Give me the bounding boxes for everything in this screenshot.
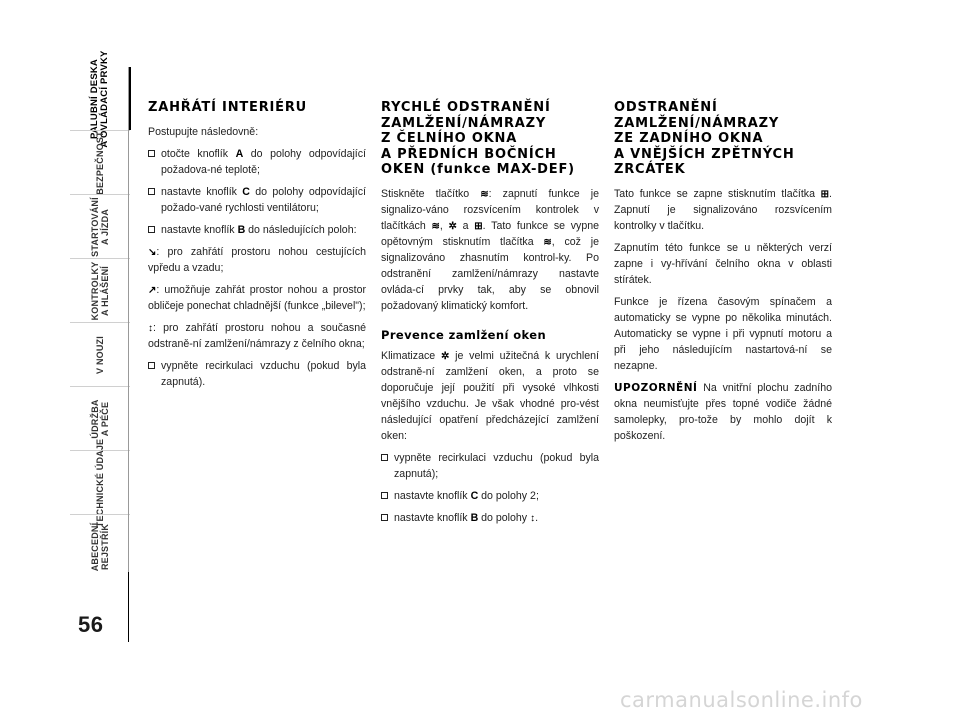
tab-label: TECHNICKÉ ÚDAJE [95, 438, 105, 527]
section-interior-heating [148, 100, 366, 396]
tab-label: STARTOVÁNÍ A JÍZDA [90, 196, 110, 257]
watermark: carmanualsonline.info [620, 688, 863, 712]
intro-text: Postupujte následovně: [148, 125, 259, 138]
position-bilevel-text: ↗: umožňuje zahřát prostor nohou a prostor obličeje ponechat chladnější (funkce „bilevel"); [148, 283, 366, 312]
page-number-rule [128, 572, 129, 642]
section-title: ZAHŘÁTÍ INTERIÉRU [148, 100, 308, 115]
tab-label: PALUBNÍ DESKA A OVLÁDACÍ PRVKY [89, 49, 110, 148]
list-item: vypněte recirkulaci vzduchu (pokud byla zapnutá). [148, 358, 366, 390]
list-item: otočte knoflík A do polohy odpovídající požadova-né teplotě; [148, 146, 366, 178]
tab-rejstrik[interactable] [70, 514, 130, 578]
page-number: 56 [78, 612, 104, 637]
prevention-text: Klimatizace ✲ je velmi užitečná k urychlení odstraně-ní zamlžení oken, a proto se doporučuje její použití při vysoké vlhkosti vnějšího vzduchu. Je však vhodné pro-vést následující opatření předcházející zamlžení oken: [381, 349, 599, 442]
max-def-text: Stiskněte tlačítko ≋: zapnutí funkce je signalizo-váno rozsvícením kontrolek v tlačítkách ≋, ✲ a ⊞. Tato funkce se vypne opětovným stisknutím tlačítka ≋, což je signalizováno zhasnutím kontrol-ky. Po odstranění zamlžení/námrazy nastavte ovláda-cí prvky tak, aby se obnovil požadovaný klimatický komfort. [381, 187, 600, 312]
timer-text: Funkce je řízena časovým spínačem a automaticky se vypne po několika minutách. Automaticky se vypne i při vypnutí motoru a při jeho následujícím nastartová-ní se nezapne. [614, 295, 832, 372]
front-defrost-icon: ≋ [480, 188, 489, 200]
position-feet-text: ↘: pro zahřátí prostoru nohou cestujících vpředu a vzadu; [148, 245, 366, 274]
airflow-feet-face-icon: ↗ [148, 284, 157, 296]
chapter-tabs [70, 49, 130, 578]
tab-startovani[interactable] [70, 194, 130, 258]
rear-defrost-text: Tato funkce se zapne stisknutím tlačítka ⊞. Zapnutí je signalizováno rozsvícením kontrolky v tlačítku. [614, 187, 832, 232]
tab-label: ÚDRŽBA A PÉČE [90, 398, 110, 439]
section-title: ODSTRANĚNÍ ZAMLŽENÍ/NÁMRAZY ZE ZADNÍHO OKNA A VNĚJŠÍCH ZPĚTNÝCH ZRCÁTEK [614, 100, 795, 177]
subsection-title: Prevence zamlžení oken [381, 327, 547, 342]
rear-defrost-icon: ⊞ [820, 188, 830, 200]
tab-palubni-deska[interactable] [70, 49, 130, 148]
tab-label: BEZPEČNOST [95, 130, 105, 195]
list-item: nastavte knoflík C do polohy odpovídající požado-vané rychlosti ventilátoru; [148, 184, 366, 216]
tab-kontrolky[interactable] [70, 258, 130, 322]
tab-technicke-udaje[interactable] [70, 438, 130, 527]
ac-icon: ✲ [448, 220, 457, 232]
front-defrost-icon: ≋ [543, 236, 552, 248]
list-item: nastavte knoflík B do polohy ↕. [381, 510, 599, 526]
airflow-feet-windshield-icon: ↕ [530, 512, 536, 524]
airflow-feet-icon: ↘ [148, 246, 157, 258]
section-max-def [381, 100, 599, 532]
position-feet-windshield-text: ↕: pro zahřátí prostoru nohou a současné odstraně-ní zamlžení/námrazy z čelního okna; [148, 321, 366, 350]
warning-label: UPOZORNĚNÍ [614, 381, 698, 394]
tab-label: ABECEDNÍ REJSTŘÍK [90, 522, 110, 571]
warning-text: UPOZORNĚNÍ Na vnitřní plochu zadního okna neumisťujte přes topné vodiče žádné samolepky, pro-tože by mohlo dojít k poškození. [614, 381, 832, 442]
tab-label: V NOUZI [95, 335, 105, 374]
tab-bezpecnost[interactable] [70, 130, 130, 194]
list-item: nastavte knoflík C do polohy 2; [381, 488, 599, 504]
ac-icon: ✲ [440, 350, 450, 362]
tab-label: KONTROLKY A HLÁŠENÍ [90, 261, 110, 320]
tab-rail [128, 67, 129, 572]
section-title: RYCHLÉ ODSTRANĚNÍ ZAMLŽENÍ/NÁMRAZY Z ČELNÍHO OKNA A PŘEDNÍCH BOČNÍCH OKEN (funkce MAX-DEF) [381, 100, 575, 177]
section-rear-defrost [614, 100, 832, 450]
tab-v-nouzi[interactable] [70, 322, 130, 386]
wiper-heating-text: Zapnutím této funkce se u některých verzí zapne i vy-hřívání čelního okna v oblasti stírátek. [614, 241, 832, 286]
list-item: vypněte recirkulaci vzduchu (pokud byla zapnutá); [381, 450, 599, 482]
rear-defrost-icon: ⊞ [474, 220, 483, 232]
airflow-feet-windshield-icon: ↕ [148, 322, 153, 334]
list-item: nastavte knoflík B do následujících poloh: [148, 222, 366, 238]
front-defrost-icon: ≋ [431, 220, 440, 232]
